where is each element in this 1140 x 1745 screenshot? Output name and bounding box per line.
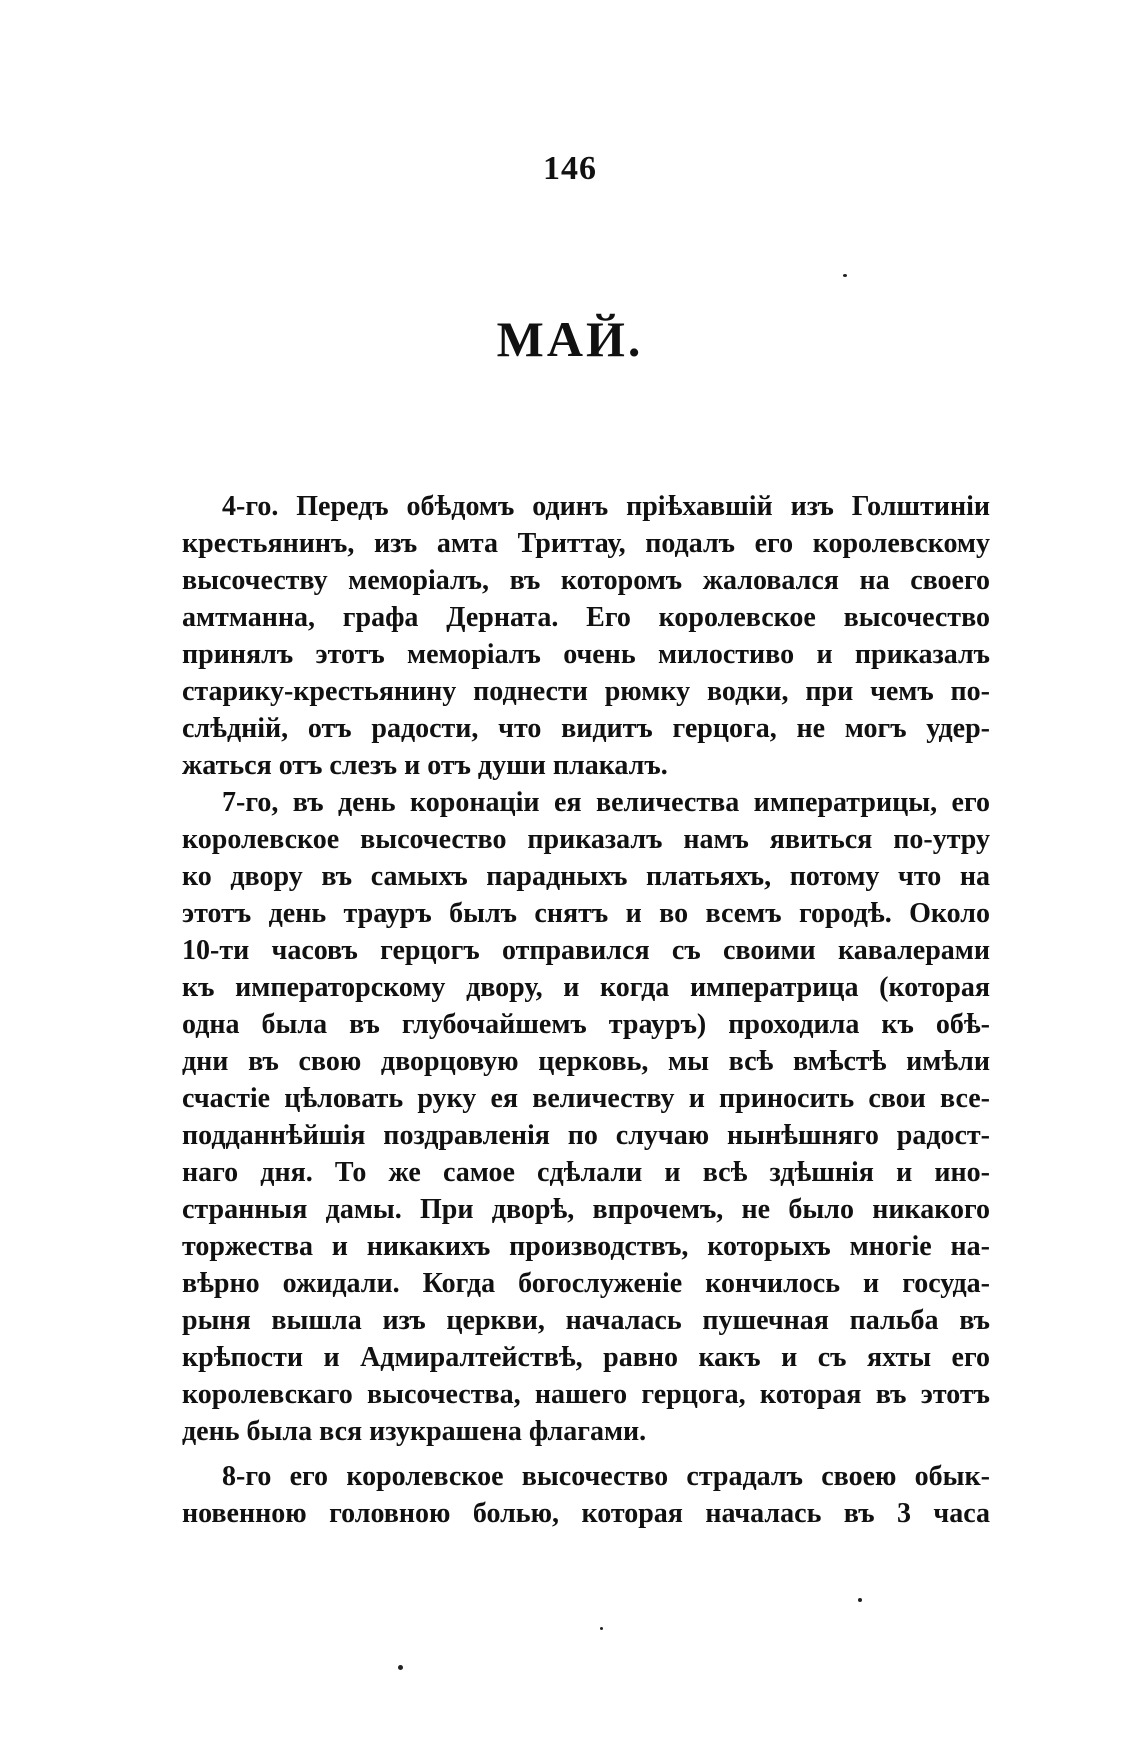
text-line: рыня вышла изъ церкви, началась пушечная пальба въ xyxy=(182,1305,990,1336)
text-line: этотъ день трауръ былъ снятъ и во всемъ городѣ. Около xyxy=(182,898,990,929)
text-line: старику-крестьянину поднести рюмку водки, при чемъ по- xyxy=(182,676,990,707)
chapter-title: МАЙ. xyxy=(496,311,644,367)
paragraph-may-4 xyxy=(182,488,990,784)
text-line: торжества и никакихъ производствъ, которыхъ многіе на- xyxy=(182,1231,990,1262)
text-line: жаться отъ слезъ и отъ души плакалъ. xyxy=(182,750,668,781)
text-line: къ императорскому двору, и когда императрица (которая xyxy=(182,972,990,1003)
text-line: наго дня. То же самое сдѣлали и всѣ здѣшнія и ино- xyxy=(182,1157,990,1188)
text-line: подданнѣйшія поздравленія по случаю нынѣшняго радост- xyxy=(182,1120,990,1151)
print-speck xyxy=(600,1627,603,1630)
text-line: день была вся изукрашена флагами. xyxy=(182,1416,647,1447)
paragraph-may-8 xyxy=(182,1458,990,1532)
paragraph-may-7 xyxy=(182,784,990,1450)
text-line: странныя дамы. При дворѣ, впрочемъ, не было никакого xyxy=(182,1194,990,1225)
print-speck xyxy=(858,1598,862,1602)
text-line: принялъ этотъ меморіалъ очень милостиво и приказалъ xyxy=(182,639,990,670)
text-line: 10-ти часовъ герцогъ отправился съ своими кавалерами xyxy=(182,935,990,966)
print-speck xyxy=(843,274,847,277)
text-line: ко двору въ самыхъ парадныхъ платьяхъ, потому что на xyxy=(182,861,990,892)
text-line: амтманна, графа Дерната. Его королевское высочество xyxy=(182,602,990,633)
text-line: 7-го, въ день коронаціи ея величества императрицы, его xyxy=(222,787,990,818)
text-line: высочеству меморіалъ, въ которомъ жаловался на своего xyxy=(182,565,990,596)
page-number: 146 xyxy=(543,150,597,187)
body-text xyxy=(182,488,990,1532)
text-line: новенною головною болью, которая началась въ 3 часа xyxy=(182,1498,990,1529)
print-speck xyxy=(398,1665,403,1670)
text-line: слѣдній, отъ радости, что видитъ герцога, не могъ удер- xyxy=(182,713,990,744)
paragraph-spacer xyxy=(182,1450,990,1458)
text-line: королевскаго высочества, нашего герцога, которая въ этотъ xyxy=(182,1379,990,1410)
text-line: 8-го его королевское высочество страдалъ своею обык- xyxy=(222,1461,990,1492)
text-line: крестьянинъ, изъ амта Триттау, подалъ его королевскому xyxy=(182,528,990,559)
text-line: дни въ свою дворцовую церковь, мы всѣ вмѣстѣ имѣли xyxy=(182,1046,990,1077)
text-line: одна была въ глубочайшемъ трауръ) проходила къ обѣ- xyxy=(182,1009,990,1040)
text-line: крѣпости и Адмиралтействѣ, равно какъ и съ яхты его xyxy=(182,1342,990,1373)
text-line: королевское высочество приказалъ намъ явиться по-утру xyxy=(182,824,990,855)
text-line: вѣрно ожидали. Когда богослуженіе кончилось и госуда- xyxy=(182,1268,990,1299)
text-line: 4-го. Передъ обѣдомъ одинъ пріѣхавшій изъ Голштиніи xyxy=(222,491,990,522)
text-line: счастіе цѣловать руку ея величеству и приносить свои все- xyxy=(182,1083,990,1114)
